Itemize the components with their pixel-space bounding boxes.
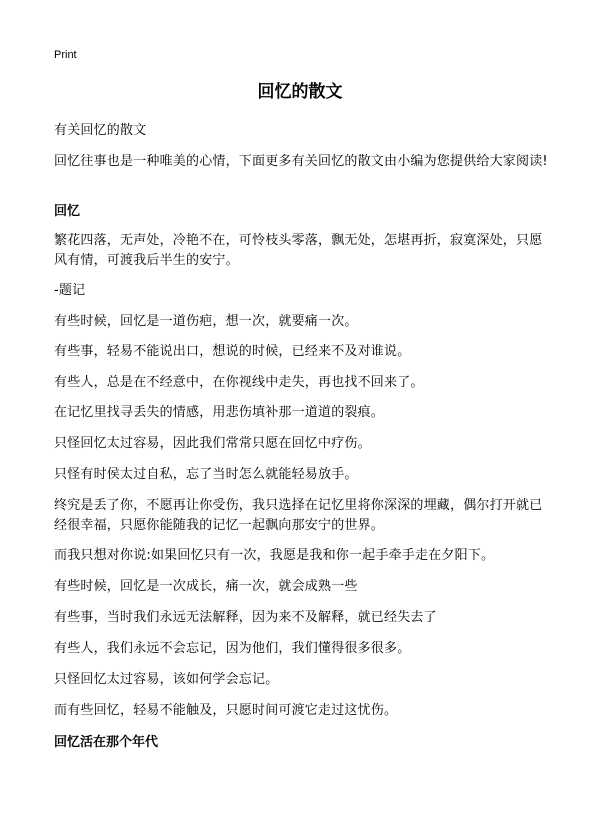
intro-paragraph: 回忆往事也是一种唯美的心情，下面更多有关回忆的散文由小编为您提供给大家阅读! [54, 154, 548, 169]
paragraph: 只怪回忆太过容易，该如何学会忘记。 [54, 672, 279, 687]
paragraph: 有些事，轻易不能说出口，想说的时候，已经来不及对谁说。 [54, 344, 411, 359]
paragraph: 有些人，总是在不经意中，在你视线中走失，再也找不回来了。 [54, 375, 424, 390]
paragraph: 只怪有时侯太过自私，忘了当时怎么就能轻易放手。 [54, 467, 358, 482]
print-link[interactable]: Print [54, 49, 77, 61]
paragraph: 有些时候，回忆是一次成长，痛一次，就会成熟一些 [54, 579, 358, 594]
page-title: 回忆的散文 [257, 82, 343, 102]
paragraph: 而有些回忆，轻易不能触及，只愿时间可渡它走过这忧伤。 [54, 703, 398, 718]
epigraph-note: -题记 [54, 283, 86, 298]
paragraph: 终究是丢了你，不愿再让你受伤，我只选择在记忆里将你深深的埋藏，偶尔打开就已经很幸福，只愿你能随我的记忆一起飘向那安宁的世界。 [54, 498, 543, 533]
subtitle: 有关回忆的散文 [54, 123, 147, 138]
paragraph: 有些人，我们永远不会忘记，因为他们，我们懂得很多很多。 [54, 641, 411, 656]
section-heading-era: 回忆活在那个年代 [54, 735, 159, 750]
paragraph: 有些事，当时我们永远无法解释，因为来不及解释，就已经失去了 [54, 610, 437, 625]
paragraph: 繁花四落，无声处，冷艳不在，可怜枝头零落，飘无处，怎堪再折，寂寞深处，只愿风有情，可渡我后半生的安宁。 [54, 233, 543, 268]
section-heading-memory: 回忆 [54, 204, 81, 219]
paragraph: 而我只想对你说:如果回忆只有一次，我愿是我和你一起手牵手走在夕阳下。 [54, 548, 495, 563]
paragraph: 有些时候，回忆是一道伤疤，想一次，就要痛一次。 [54, 314, 358, 329]
paragraph: 只怪回忆太过容易，因此我们常常只愿在回忆中疗伤。 [54, 436, 371, 451]
paragraph: 在记忆里找寻丢失的情感，用悲伤填补那一道道的裂痕。 [54, 405, 385, 420]
